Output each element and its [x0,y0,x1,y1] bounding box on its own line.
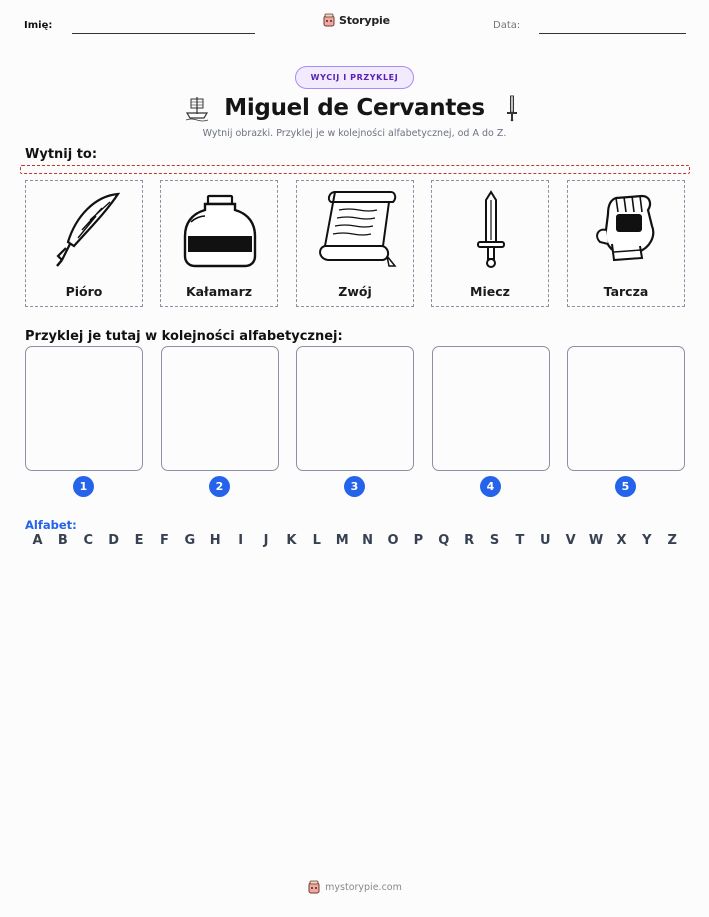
activity-badge: WYCIJ I PRZYKLEJ [295,66,414,89]
cut-card-label: Pióro [65,284,103,299]
alphabet-letter: E [134,533,144,548]
paste-box-2[interactable] [161,346,279,471]
slot-number-3: 3 [344,476,365,497]
cut-card-label: Tarcza [603,284,649,299]
gauntlet-icon [582,186,672,274]
alphabet-letter: I [238,533,244,548]
cut-card-label: Zwój [338,284,372,299]
alphabet-letter: U [540,533,551,548]
instructions: Wytnij obrazki. Przyklej je w kolejności alfabetycznej, od A do Z. [202,128,507,139]
paste-box-3[interactable] [296,346,414,471]
alphabet-letter: M [335,533,349,548]
alphabet-letter: G [184,533,196,548]
alphabet-row [25,533,685,548]
alphabet-letter: H [209,533,221,548]
slot-number-5: 5 [615,476,636,497]
alphabet-letter: B [57,533,68,548]
slot-number-4: 4 [480,476,501,497]
alphabet-letter: W [588,533,604,548]
paste-box-1[interactable] [25,346,143,471]
alphabet-letter: S [489,533,500,548]
alphabet-letter: N [362,533,374,548]
storypie-logo-icon [307,880,321,894]
alphabet-letter: J [263,533,269,548]
cut-card-tarcza[interactable] [567,180,685,307]
alphabet-letter: R [464,533,475,548]
cut-card-zwoj[interactable] [296,180,414,307]
date-label: Data: [493,20,521,31]
alphabet-letter: V [565,533,576,548]
slot-number-1: 1 [73,476,94,497]
alphabet-label: Alfabet: [25,518,77,532]
cut-card-kalamarz[interactable] [160,180,278,307]
cut-card-miecz[interactable] [431,180,549,307]
footer [0,880,709,894]
cut-line [20,165,690,174]
cut-card-label: Kałamarz [185,284,253,299]
sword-icon [446,186,536,274]
alphabet-letter: F [160,533,169,548]
title-row [0,91,709,125]
paste-heading: Przyklej je tutaj w kolejności alfabetycznej: [25,329,343,344]
brand-name: Storypie [339,13,390,27]
name-line [72,33,255,34]
paste-box-5[interactable] [567,346,685,471]
date-line [539,33,686,34]
alphabet-letter: A [32,533,43,548]
page-title: Miguel de Cervantes [224,95,485,121]
alphabet-letter: T [515,533,525,548]
cut-card-pioro[interactable] [25,180,143,307]
cut-heading: Wytnij to: [25,147,98,162]
alphabet-letter: D [108,533,120,548]
inkwell-icon [175,186,265,274]
alphabet-letter: Z [667,533,677,548]
alphabet-letter: Y [642,533,652,548]
storypie-brand [322,13,390,27]
cut-card-label: Miecz [470,284,510,299]
quill-icon [40,186,130,274]
scroll-icon [311,186,401,274]
ship-icon [184,94,210,122]
storypie-logo-icon [322,13,336,27]
footer-link[interactable]: mystorypie.com [325,881,402,893]
alphabet-letter: K [286,533,297,548]
alphabet-letter: O [387,533,399,548]
alphabet-letter: Q [438,533,450,548]
paste-box-4[interactable] [432,346,550,471]
alphabet-letter: X [616,533,627,548]
alphabet-letter: P [413,533,424,548]
slot-number-2: 2 [209,476,230,497]
alphabet-letter: L [312,533,321,548]
alphabet-letter: C [83,533,94,548]
title-sword-icon [499,94,525,122]
name-label: Imię: [24,20,53,31]
